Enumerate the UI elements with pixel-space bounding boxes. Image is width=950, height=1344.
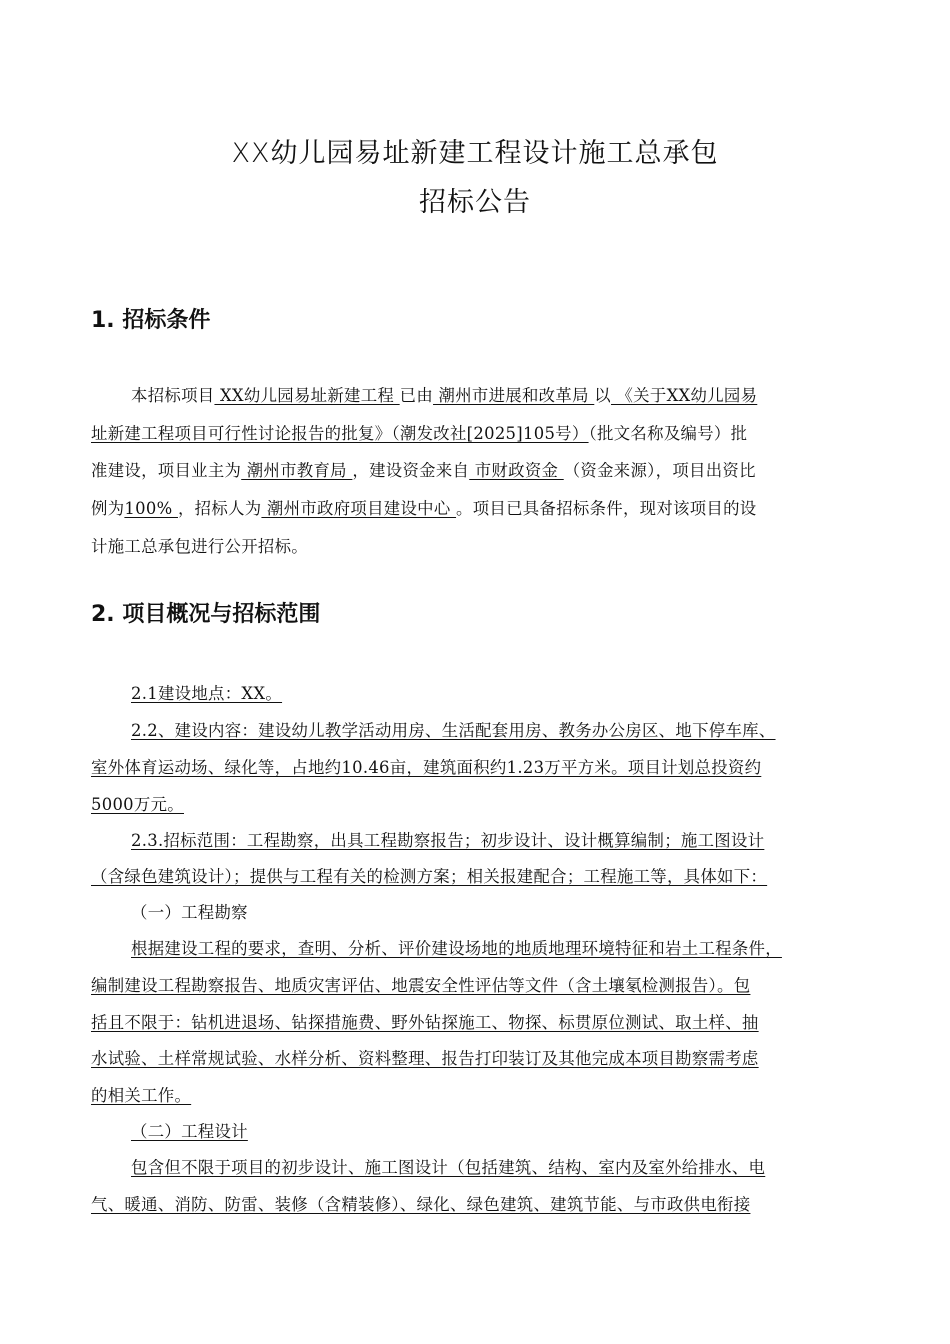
section-1-line-1: 本招标项目 XX幼儿园易址新建工程 已由 潮州市进展和改革局 以 《关于XX幼儿园易 [131, 386, 758, 405]
section-2-line-3: 室外体育运动场、绿化等，占地约10.46亩，建筑面积约1.23万平方米。项目计划总投资约 [91, 758, 762, 777]
section-2-line-10: 括且不限于：钻机进退场、钻探措施费、野外钻探施工、物探、标贯原位测试、取土样、抽 [91, 1013, 759, 1032]
section-2-line-14: 包含但不限于项目的初步设计、施工图设计（包括建筑、结构、室内及室外给排水、电 [131, 1158, 766, 1177]
section-2-line-6: （含绿色建筑设计）；提供与工程有关的检测方案；相关报建配合；工程施工等，具体如下： [91, 867, 768, 886]
document-subtitle: 招标公告 [419, 187, 531, 218]
section-1-line-2: 址新建工程项目可行性讨论报告的批复》（潮发改社[2025]105号）（批文名称及编号）批 [91, 424, 748, 443]
section-2-heading: 2. 项目概况与招标范围 [91, 602, 321, 627]
section-1-heading: 1. 招标条件 [91, 308, 211, 333]
section-1-line-3: 准建设，项目业主为 潮州市教育局 ，建设资金来自 市财政资金 （资金来源），项目出资比 [91, 461, 756, 480]
section-2-line-4: 5000万元。 [91, 795, 184, 814]
section-1-line-4: 例为100% ，招标人为 潮州市政府项目建设中心 。项目已具备招标条件，现对该项目的设 [91, 499, 757, 518]
section-1-line-5: 计施工总承包进行公开招标。 [91, 537, 308, 556]
document-title: XX幼儿园易址新建工程设计施工总承包 [231, 138, 719, 169]
section-2-line-12: 的相关工作。 [91, 1086, 192, 1105]
section-2-line-13: （二）工程设计 [131, 1122, 248, 1141]
section-2-line-5: 2.3.招标范围：工程勘察，出具工程勘察报告；初步设计、设计概算编制；施工图设计 [131, 831, 765, 850]
section-2-line-1: 2.1建设地点：XX。 [131, 684, 283, 703]
section-2-line-9: 编制建设工程勘察报告、地质灾害评估、地震安全性评估等文件（含土壤氡检测报告）。包 [91, 976, 751, 995]
section-2-line-15: 气、暖通、消防、防雷、装修（含精装修）、绿化、绿色建筑、建筑节能、与市政供电衔接 [91, 1195, 751, 1214]
section-2-line-11: 水试验、土样常规试验、水样分析、资料整理、报告打印装订及其他完成本项目勘察需考虑 [91, 1049, 759, 1068]
section-2-line-2: 2.2、建设内容：建设幼儿教学活动用房、生活配套用房、教务办公房区、地下停车库、 [131, 721, 776, 740]
section-2-line-7: （一）工程勘察 [131, 903, 248, 922]
section-2-line-8: 根据建设工程的要求，查明、分析、评价建设场地的地质地理环境特征和岩土工程条件， [131, 939, 782, 958]
